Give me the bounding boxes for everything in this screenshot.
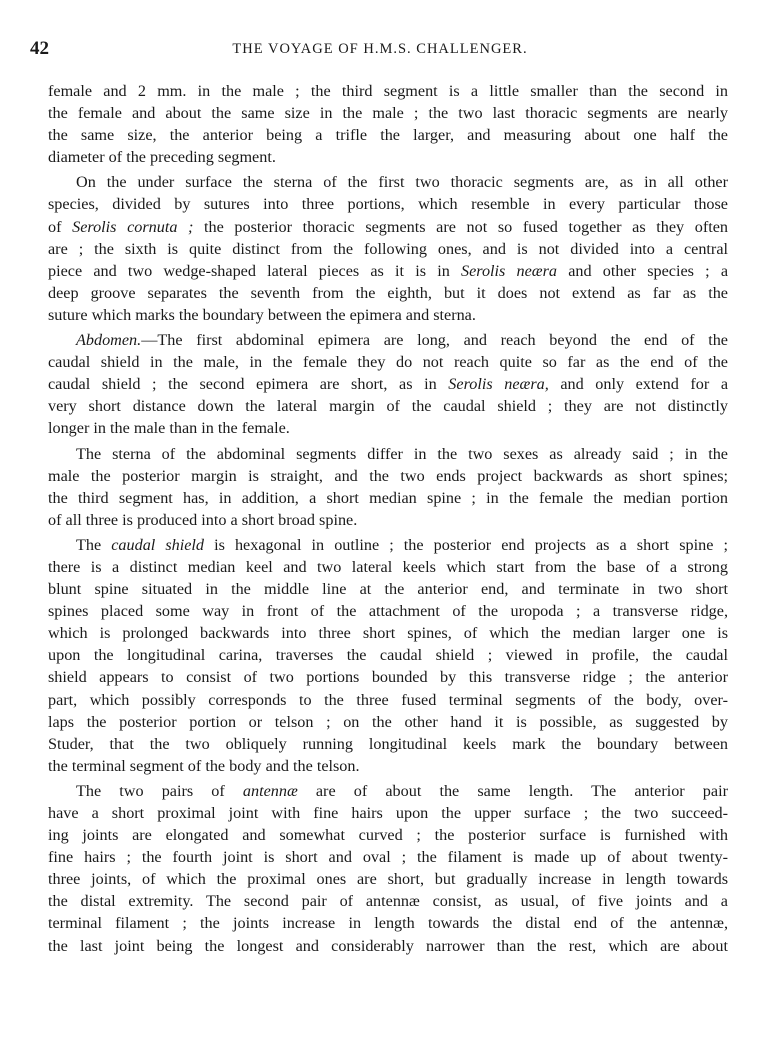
text-run: of — [48, 217, 73, 236]
text-line — [48, 282, 728, 304]
text-line — [48, 102, 728, 124]
page-header — [30, 38, 730, 64]
text-run: have a short proximal joint with fine hairs upon the upper surface ; the two succeed- — [48, 804, 728, 822]
text-line — [48, 534, 728, 556]
text-run: three joints, of which the proximal ones are short, but gradually increase in length towards — [48, 870, 728, 889]
text-line — [48, 556, 728, 578]
text-line — [48, 80, 728, 102]
text-run: piece and two wedge-shaped lateral pieces as it is in — [48, 261, 461, 280]
text-line — [48, 912, 728, 934]
italic-term: Abdomen. — [76, 331, 142, 350]
text-line — [48, 304, 728, 326]
text-run: the terminal segment of the body and the telson. — [48, 756, 360, 775]
text-run: male the posterior margin is straight, and the two ends project backwards as short spines; — [48, 466, 728, 485]
text-line — [48, 124, 728, 146]
text-line — [48, 780, 728, 802]
text-line — [48, 733, 728, 755]
text-run: ing joints are elongated and somewhat curved ; the posterior surface is furnished with — [48, 826, 728, 845]
paragraph — [48, 534, 728, 777]
text-run: blunt spine situated in the middle line at the anterior end, and terminate in two short — [48, 580, 728, 599]
text-line — [48, 824, 728, 846]
body-text — [48, 80, 728, 957]
text-line — [48, 373, 728, 395]
text-run: the distal extremity. The second pair of antennæ consist, as usual, of five joints and a — [48, 892, 728, 911]
italic-term: Serolis neæra, — [448, 375, 549, 394]
text-line — [48, 890, 728, 912]
text-run: and only extend for a — [548, 375, 729, 394]
text-line — [48, 935, 728, 957]
text-run: spines placed some way in front of the attachment of the uropoda ; a transverse ridge, — [48, 602, 728, 621]
text-line — [48, 600, 728, 622]
text-run: The sterna of the abdominal segments differ in the two sexes as already said ; in the — [76, 444, 728, 463]
text-line — [48, 578, 728, 600]
italic-term: caudal shield — [111, 535, 205, 554]
text-run: laps the posterior portion or telson ; on the other hand it is possible, as suggested by — [48, 712, 728, 731]
text-line — [48, 689, 728, 711]
text-line — [48, 351, 728, 373]
text-run: part, which possibly corresponds to the three fused terminal segments of the body, over- — [48, 690, 728, 709]
text-line — [48, 465, 728, 487]
text-run: On the under surface the sterna of the first two thoracic segments are, as in all other — [76, 173, 728, 192]
text-line — [48, 417, 728, 439]
text-line — [48, 622, 728, 644]
text-line — [48, 260, 728, 282]
text-run: is hexagonal in outline ; the posterior end projects as a short spine ; — [204, 535, 728, 554]
text-run: fine hairs ; the fourth joint is short and oval ; the filament is made up of about twenty- — [48, 848, 728, 867]
text-line — [48, 711, 728, 733]
text-run: species, divided by sutures into three portions, which resemble in every particular those — [48, 195, 728, 214]
running-title: THE VOYAGE OF H.M.S. CHALLENGER. — [232, 41, 528, 57]
text-run: longer in the male than in the female. — [48, 419, 290, 438]
italic-term: Serolis cornuta ; — [72, 217, 194, 236]
text-run: diameter of the preceding segment. — [48, 148, 276, 167]
text-run: and other species ; a — [557, 261, 728, 280]
italic-term: Serolis neæra — [460, 261, 558, 280]
text-run: The — [76, 535, 112, 554]
text-run: Studer, that the two obliquely running longitudinal keels mark the boundary between — [48, 734, 728, 753]
text-line — [48, 644, 728, 666]
paragraph — [48, 780, 728, 957]
text-run: upon the longitudinal carina, traverses the caudal shield ; viewed in profile, the caudal — [48, 646, 728, 665]
text-line — [48, 193, 728, 215]
paragraph — [48, 329, 728, 439]
text-run: the same size, the anterior being a trifle the larger, and measuring about one half the — [48, 126, 728, 145]
text-line — [48, 509, 728, 531]
text-run: the posterior thoracic segments are not so fused together as they often — [193, 217, 728, 236]
text-line — [48, 868, 728, 890]
text-run: shield appears to consist of two portions bounded by this transverse ridge ; the anterior — [48, 668, 728, 687]
paragraph — [48, 443, 728, 531]
text-run: —The first abdominal epimera are long, and reach beyond the end of the — [141, 331, 728, 350]
text-line — [48, 846, 728, 868]
text-line — [48, 487, 728, 509]
text-run: the last joint being the longest and considerably narrower than the rest, which are about — [48, 936, 728, 955]
text-line — [48, 216, 728, 238]
text-run: which is prolonged backwards into three short spines, of which the median larger one is — [48, 624, 728, 643]
text-run: caudal shield ; the second epimera are short, as in — [48, 375, 449, 394]
text-run: of all three is produced into a short broad spine. — [48, 510, 358, 529]
text-line — [48, 171, 728, 193]
text-run: female and 2 mm. in the male ; the third segment is a little smaller than the second in — [48, 82, 728, 100]
text-run: the third segment has, in addition, a short median spine ; in the female the median portion — [48, 488, 728, 507]
text-line — [48, 666, 728, 688]
text-line — [48, 238, 728, 260]
text-line — [48, 329, 728, 351]
text-line — [48, 395, 728, 417]
text-run: the female and about the same size in the male ; the two last thoracic segments are nearly — [48, 104, 728, 123]
text-run: there is a distinct median keel and two lateral keels which start from the base of a strong — [48, 557, 728, 576]
italic-term: antennæ — [242, 781, 298, 800]
text-run: suture which marks the boundary between the epimera and sterna. — [48, 305, 476, 324]
text-run: deep groove separates the seventh from the eighth, but it does not extend as far as the — [48, 283, 728, 302]
text-line — [48, 755, 728, 777]
text-run: very short distance down the lateral margin of the caudal shield ; they are not distinctly — [48, 397, 728, 416]
text-run: are ; the sixth is quite distinct from the following ones, and is not divided into a central — [48, 239, 728, 258]
page-number: 42 — [30, 38, 49, 59]
paragraph — [48, 80, 728, 168]
text-run: terminal filament ; the joints increase in length towards the distal end of the antennæ, — [48, 914, 728, 933]
text-line — [48, 146, 728, 168]
paragraph — [48, 171, 728, 326]
text-run: caudal shield in the male, in the female they do not reach quite so far as the end of the — [48, 353, 728, 372]
text-line — [48, 443, 728, 465]
text-line — [48, 802, 728, 824]
text-run: The two pairs of — [76, 781, 243, 800]
text-run: are of about the same length. The anterior pair — [297, 781, 728, 800]
